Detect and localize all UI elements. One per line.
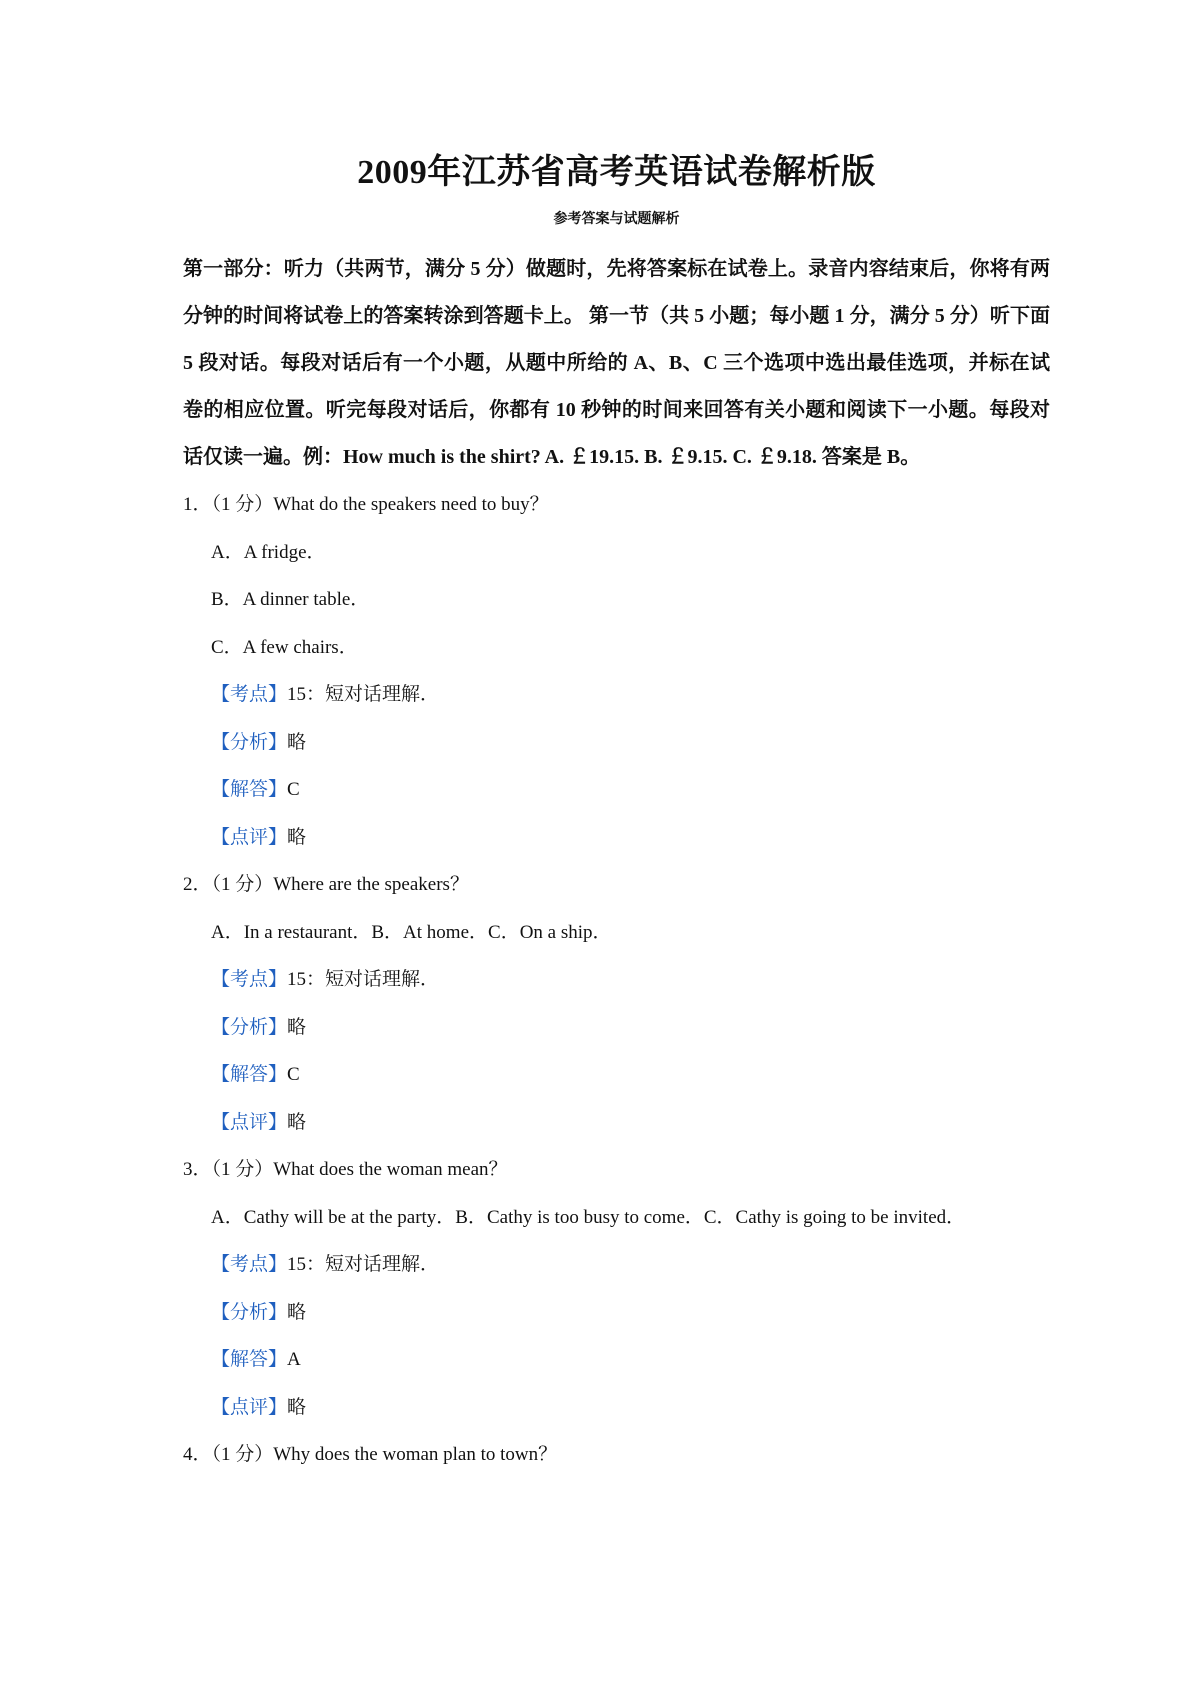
question-2 — [183, 861, 1050, 1146]
fenxi-row — [183, 719, 1050, 767]
dianping-text: 略 — [287, 826, 307, 848]
fenxi-label: 【分析】 — [211, 731, 288, 753]
page-subtitle: 参考答案与试题解析 — [553, 212, 680, 227]
option-b: B．A dinner table． — [211, 589, 370, 610]
question-stem: 4．（1 分）Why does the woman plan to town？ — [183, 1444, 558, 1465]
question-4 — [183, 1431, 1050, 1479]
kaodian-label: 【考点】 — [211, 1254, 288, 1275]
options-inline: A．Cathy will be at the party．B．Cathy is too busy to come．C．Cathy is going to be invited． — [211, 1206, 966, 1228]
option-a: A．A fridge． — [211, 541, 326, 563]
dianping-label: 【点评】 — [211, 826, 288, 848]
jieda-row — [183, 766, 1050, 814]
kaodian-row — [183, 956, 1050, 1004]
page-title: 2009年江苏省高考英语试卷解析版 — [357, 154, 876, 191]
dianping-row — [183, 1099, 1050, 1147]
jieda-label: 【解答】 — [211, 1064, 288, 1085]
fenxi-row — [183, 1289, 1050, 1337]
kaodian-text: 15：短对话理解． — [287, 1254, 440, 1275]
question-stem: 2．（1 分）Where are the speakers？ — [183, 874, 469, 895]
jieda-row — [183, 1051, 1050, 1099]
jieda-label: 【解答】 — [211, 779, 288, 800]
fenxi-label: 【分析】 — [211, 1301, 288, 1323]
jieda-row — [183, 1336, 1050, 1384]
kaodian-text: 15：短对话理解． — [287, 969, 440, 990]
jieda-text: C — [287, 1064, 300, 1085]
section-intro: 第一部分：听力（共两节，满分 5 分）做题时，先将答案标在试卷上。录音内容结束后，你将有两分钟的时间将试卷上的答案转涂到答题卡上。 第一节（共 5 小题；每小题 1 分，满分 5 分）听下面 5 段对话。每段对话后有一个小题，从题中所给的 A、B、C 三个选项中选出最佳选项，并标在试卷的相应位置。听完每段对话后，你都有 10 秒钟的时间来回答有关小题和阅读下一小题。每段对话仅读一遍。例：How much is the shirt? A. ￡19.15. B. ￡9.15. C. ￡9.18. 答案是 B。 — [183, 258, 1050, 468]
fenxi-text: 略 — [287, 731, 307, 753]
fenxi-text: 略 — [287, 1301, 307, 1323]
dianping-row — [183, 814, 1050, 862]
kaodian-label: 【考点】 — [211, 969, 288, 990]
kaodian-row — [183, 1241, 1050, 1289]
fenxi-text: 略 — [287, 1016, 307, 1038]
option-c: C．A few chairs． — [211, 636, 358, 658]
question-1 — [183, 481, 1050, 861]
question-stem: 3．（1 分）What does the woman mean？ — [183, 1159, 508, 1180]
jieda-label: 【解答】 — [211, 1349, 288, 1370]
jieda-text: A — [287, 1349, 301, 1370]
kaodian-row — [183, 671, 1050, 719]
dianping-text: 略 — [287, 1396, 307, 1418]
dianping-label: 【点评】 — [211, 1396, 288, 1418]
dianping-label: 【点评】 — [211, 1111, 288, 1133]
fenxi-row — [183, 1004, 1050, 1052]
kaodian-text: 15：短对话理解． — [287, 684, 440, 705]
question-3 — [183, 1146, 1050, 1431]
dianping-row — [183, 1384, 1050, 1432]
jieda-text: C — [287, 779, 300, 800]
options-inline: A．In a restaurant．B．At home．C．On a ship． — [211, 921, 612, 943]
question-stem: 1．（1 分）What do the speakers need to buy？ — [183, 494, 549, 515]
kaodian-label: 【考点】 — [211, 684, 288, 705]
fenxi-label: 【分析】 — [211, 1016, 288, 1038]
dianping-text: 略 — [287, 1111, 307, 1133]
